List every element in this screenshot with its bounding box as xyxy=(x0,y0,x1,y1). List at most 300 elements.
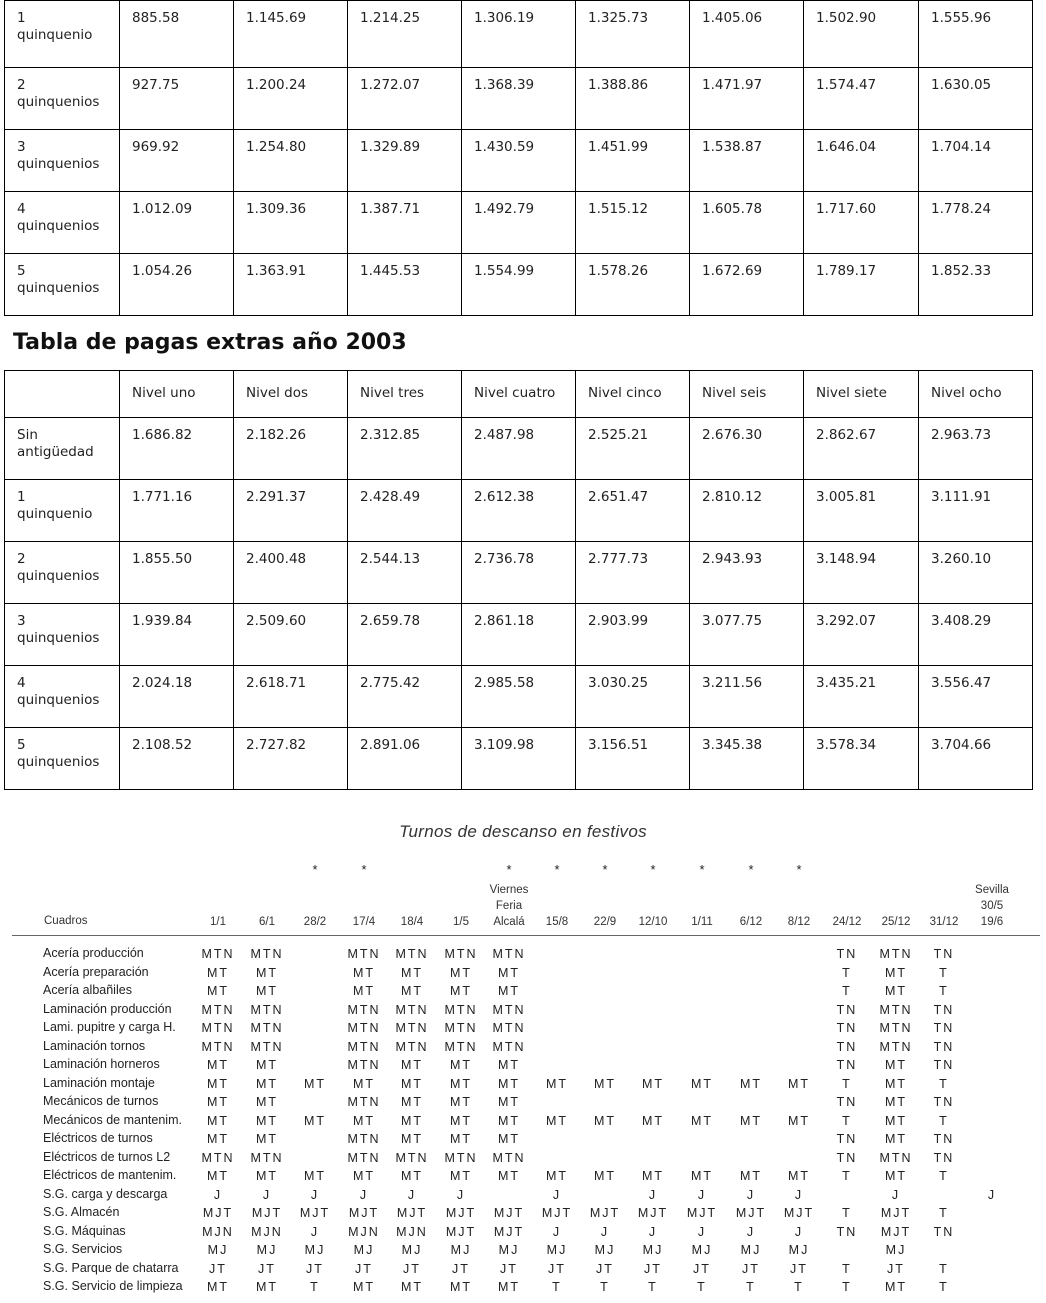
shift-cell: MTN xyxy=(347,1021,381,1035)
table-cell: 1.852.33 xyxy=(919,254,1033,316)
shift-cell: J xyxy=(213,1187,223,1202)
shift-cell: TN xyxy=(836,1224,858,1239)
table-cell: 2.963.73 xyxy=(919,418,1033,480)
shift-cell: MTN xyxy=(201,1002,235,1017)
shift-cell: MTN xyxy=(250,947,284,961)
date-column-header: 1/5 xyxy=(453,916,469,928)
table-cell: 1.939.84 xyxy=(120,604,234,666)
shift-cell: TN xyxy=(836,1132,858,1146)
date-column-header: Sevilla 30/5 19/6 xyxy=(975,884,1009,928)
shift-cell: MT xyxy=(497,1280,521,1294)
shift-cell: MT xyxy=(352,1076,376,1091)
shift-row-label: S.G. Almacén xyxy=(43,1205,120,1219)
shift-cell: T xyxy=(939,1113,949,1128)
shift-cell: MT xyxy=(690,1113,714,1128)
shift-cell: MT xyxy=(352,965,376,980)
table-cell: 3.345.38 xyxy=(690,728,804,790)
table-row xyxy=(5,192,1033,254)
shift-cell: T xyxy=(939,965,949,980)
shift-cell: MJ xyxy=(401,1243,423,1257)
table-cell: 3.111.91 xyxy=(919,480,1033,542)
shift-cell: MJ xyxy=(304,1243,326,1257)
shift-cell: J xyxy=(746,1224,756,1239)
shift-row-label: Eléctricos de turnos xyxy=(43,1131,153,1145)
shift-cell: MJT xyxy=(445,1206,477,1220)
table-cell: 885.58 xyxy=(120,1,234,68)
shift-row-label: S.G. Parque de chatarra xyxy=(43,1260,179,1275)
shift-cell: JT xyxy=(209,1261,227,1276)
shift-cell: MTN xyxy=(347,1095,381,1109)
table-cell: 1.272.07 xyxy=(348,68,462,130)
shift-cell: MT xyxy=(497,1113,521,1128)
column-header: Nivel tres xyxy=(348,371,462,418)
shift-cell: J xyxy=(746,1187,756,1202)
table-cell: 1.605.78 xyxy=(690,192,804,254)
shift-cell: MT xyxy=(206,1280,230,1294)
shift-cell: MT xyxy=(303,1113,327,1128)
shift-cell: TN xyxy=(836,1039,858,1054)
shift-cell: TN xyxy=(836,1095,858,1109)
shift-cell: MTN xyxy=(347,1058,381,1072)
table-cell: 1.778.24 xyxy=(919,192,1033,254)
shift-cell: MJT xyxy=(880,1206,912,1220)
table-cell: 1.515.12 xyxy=(576,192,690,254)
shift-cell: JT xyxy=(887,1261,905,1276)
shift-cell: MTN xyxy=(395,1002,429,1017)
shift-cell: T xyxy=(939,1169,949,1183)
shift-cell: MTN xyxy=(492,947,526,961)
shift-cell: MT xyxy=(449,984,473,998)
shift-cell: JT xyxy=(500,1261,518,1276)
shift-cell: J xyxy=(552,1187,562,1202)
shift-cell: MT xyxy=(400,965,424,980)
date-column-header: 1/1 xyxy=(210,916,226,928)
shift-cell: MT xyxy=(352,1280,376,1294)
shift-cell: MTN xyxy=(879,1021,913,1035)
table-cell: 2.544.13 xyxy=(348,542,462,604)
shift-cell: MT xyxy=(206,1113,230,1128)
shift-cell: J xyxy=(310,1187,320,1202)
shift-cell: MTN xyxy=(347,1039,381,1054)
table-row xyxy=(5,1,1033,68)
shift-cell: TN xyxy=(836,1021,858,1035)
holiday-star-marker: * xyxy=(554,862,560,877)
shift-cell: MT xyxy=(690,1076,714,1091)
shift-cell: MT xyxy=(497,1132,521,1146)
shift-schedule-title: Turnos de descanso en festivos xyxy=(399,822,647,841)
table-cell: 1.254.80 xyxy=(234,130,348,192)
shift-cell: MJT xyxy=(493,1224,525,1239)
shift-cell: MT xyxy=(400,1169,424,1183)
shift-cell: MT xyxy=(884,1095,908,1109)
table-cell: 3.109.98 xyxy=(462,728,576,790)
table-cell: 3.148.94 xyxy=(804,542,919,604)
shift-cell: MT xyxy=(449,1169,473,1183)
table-row xyxy=(5,728,1033,790)
table-cell: 2.985.58 xyxy=(462,666,576,728)
row-label: 4 quinquenios xyxy=(5,192,120,254)
shift-cell: J xyxy=(648,1187,658,1202)
shift-cell: TN xyxy=(933,1039,955,1054)
shift-row-label: Laminación montaje xyxy=(43,1075,155,1090)
shift-cell: MT xyxy=(739,1169,763,1183)
shift-cell: T xyxy=(842,1206,852,1220)
extras-table-title: Tabla de pagas extras año 2003 xyxy=(13,330,407,355)
shift-cell: T xyxy=(939,1206,949,1220)
shift-cell: J xyxy=(456,1187,466,1202)
table-cell: 1.574.47 xyxy=(804,68,919,130)
table-cell: 1.578.26 xyxy=(576,254,690,316)
shift-cell: MT xyxy=(641,1113,665,1128)
table-cell: 3.211.56 xyxy=(690,666,804,728)
column-header: Nivel cuatro xyxy=(462,371,576,418)
shift-cell: MJ xyxy=(353,1243,375,1257)
table-cell: 927.75 xyxy=(120,68,234,130)
shift-cell: TN xyxy=(836,947,858,961)
table-cell: 1.789.17 xyxy=(804,254,919,316)
shift-cell: MJT xyxy=(396,1206,428,1220)
shift-cell: MTN xyxy=(201,1039,235,1054)
shift-cell: MT xyxy=(787,1076,811,1091)
shift-cell: MT xyxy=(255,1132,279,1146)
shift-cell: MT xyxy=(497,1169,521,1183)
shift-cell: MTN xyxy=(444,1021,478,1035)
shift-cell: T xyxy=(842,1280,852,1294)
table-cell: 2.509.60 xyxy=(234,604,348,666)
shift-cell: J xyxy=(407,1187,417,1202)
shift-cell: T xyxy=(939,1076,949,1091)
shift-cell: MT xyxy=(497,1058,521,1072)
shift-cell: MT xyxy=(739,1113,763,1128)
shift-cell: MT xyxy=(400,1113,424,1128)
table-cell: 2.400.48 xyxy=(234,542,348,604)
shift-row-label: Mecánicos de mantenim. xyxy=(43,1112,182,1127)
shift-cell: MT xyxy=(400,1132,424,1146)
table-cell: 1.855.50 xyxy=(120,542,234,604)
table-cell: 1.145.69 xyxy=(234,1,348,68)
shift-row-label: Lami. pupitre y carga H. xyxy=(43,1020,176,1034)
holiday-star-marker: * xyxy=(312,862,318,877)
row-label: 2 quinquenios xyxy=(5,68,120,130)
shift-cell: MT xyxy=(449,1095,473,1109)
row-label: 5 quinquenios xyxy=(5,728,120,790)
table-cell: 2.659.78 xyxy=(348,604,462,666)
shift-cell: MT xyxy=(884,1169,908,1183)
column-header: Nivel cinco xyxy=(576,371,690,418)
table-cell: 1.388.86 xyxy=(576,68,690,130)
shift-cell: MJ xyxy=(740,1243,762,1257)
shift-cell: T xyxy=(842,965,852,980)
shift-cell: MJN xyxy=(251,1224,283,1239)
table-cell: 1.012.09 xyxy=(120,192,234,254)
shift-cell: MJN xyxy=(202,1224,234,1239)
shift-cell: MT xyxy=(449,1132,473,1146)
table-cell: 3.156.51 xyxy=(576,728,690,790)
shift-cell: MTN xyxy=(444,1150,478,1165)
shift-cell: MT xyxy=(593,1076,617,1091)
shift-cell: MTN xyxy=(879,1150,913,1165)
shift-cell: J xyxy=(262,1187,272,1202)
table-row xyxy=(5,254,1033,316)
table-cell: 3.556.47 xyxy=(919,666,1033,728)
table-cell: 1.368.39 xyxy=(462,68,576,130)
shift-row-label: Eléctricos de mantenim. xyxy=(43,1168,177,1182)
table-row xyxy=(5,130,1033,192)
shift-row-label: S.G. carga y descarga xyxy=(43,1186,168,1201)
date-column-header: 31/12 xyxy=(929,916,959,928)
shift-cell: T xyxy=(939,1280,949,1294)
table-cell: 1.686.82 xyxy=(120,418,234,480)
shift-cell: MT xyxy=(690,1169,714,1183)
date-column-header: 22/9 xyxy=(593,916,617,928)
shift-cell: J xyxy=(648,1224,658,1239)
table-cell: 1.502.90 xyxy=(804,1,919,68)
holiday-star-marker: * xyxy=(796,862,802,877)
column-header: Nivel uno xyxy=(120,371,234,418)
header-rule xyxy=(12,935,1040,936)
shift-cell: MT xyxy=(593,1169,617,1183)
column-header xyxy=(5,371,120,418)
shift-cell: MJT xyxy=(637,1206,669,1220)
column-header: Nivel seis xyxy=(690,371,804,418)
table-cell: 2.182.26 xyxy=(234,418,348,480)
shift-cell: MT xyxy=(400,984,424,998)
table-cell: 2.775.42 xyxy=(348,666,462,728)
table-cell: 1.387.71 xyxy=(348,192,462,254)
table-cell: 3.292.07 xyxy=(804,604,919,666)
shift-cell: MT xyxy=(400,1058,424,1072)
shift-cell: MJ xyxy=(450,1243,472,1257)
shift-cell: JT xyxy=(596,1261,614,1276)
date-column-header: 15/8 xyxy=(545,916,569,928)
shift-cell: MT xyxy=(206,984,230,998)
shift-row-label: S.G. Servicios xyxy=(43,1242,123,1256)
shift-cell: MTN xyxy=(879,947,913,961)
table-cell: 2.727.82 xyxy=(234,728,348,790)
shift-cell: MTN xyxy=(395,1021,429,1035)
shift-row-label: Eléctricos de turnos L2 xyxy=(43,1149,171,1164)
shift-cell: MTN xyxy=(444,1002,478,1017)
shift-cell: MTN xyxy=(347,1150,381,1165)
shift-cell: JT xyxy=(693,1261,711,1276)
shift-cell: MTN xyxy=(250,1021,284,1035)
shift-cell: MJT xyxy=(493,1206,525,1220)
table-cell: 1.325.73 xyxy=(576,1,690,68)
table-cell: 1.717.60 xyxy=(804,192,919,254)
shift-cell: MJ xyxy=(546,1243,568,1257)
table-row xyxy=(5,666,1033,728)
table-cell: 1.646.04 xyxy=(804,130,919,192)
shift-cell: JT xyxy=(548,1261,566,1276)
shift-cell: T xyxy=(648,1280,658,1294)
shift-cell: MT xyxy=(206,1058,230,1072)
shift-cell: MT xyxy=(206,965,230,980)
shift-cell: MT xyxy=(255,1169,279,1183)
table-cell: 2.736.78 xyxy=(462,542,576,604)
shift-cell: MT xyxy=(545,1169,569,1183)
holiday-star-marker: * xyxy=(506,862,512,877)
shift-cell: MJ xyxy=(885,1243,907,1257)
table-cell: 1.214.25 xyxy=(348,1,462,68)
date-column-header: 8/12 xyxy=(787,916,811,928)
shift-cell: T xyxy=(842,1076,852,1091)
shift-cell: J xyxy=(891,1187,901,1202)
shift-cell: MTN xyxy=(492,1039,526,1054)
shift-cell: MTN xyxy=(250,1150,284,1165)
shift-cell: MT xyxy=(545,1113,569,1128)
shift-cell: MT xyxy=(206,1095,230,1109)
shift-cell: MT xyxy=(206,1169,230,1183)
shift-cell: J xyxy=(987,1187,997,1202)
shift-cell: MTN xyxy=(444,947,478,961)
table-cell: 2.943.93 xyxy=(690,542,804,604)
date-column-header: 17/4 xyxy=(352,916,376,928)
shift-cell: MT xyxy=(352,1169,376,1183)
table-row xyxy=(5,480,1033,542)
table-cell: 3.260.10 xyxy=(919,542,1033,604)
shift-cell: MT xyxy=(884,1113,908,1128)
table-cell: 2.612.38 xyxy=(462,480,576,542)
shift-cell: T xyxy=(842,1261,852,1276)
table-cell: 1.445.53 xyxy=(348,254,462,316)
shift-cell: MT xyxy=(884,1058,908,1072)
date-column-header: 12/10 xyxy=(638,916,668,928)
table-cell: 2.291.37 xyxy=(234,480,348,542)
shift-cell: JT xyxy=(258,1261,276,1276)
holiday-star-marker: * xyxy=(361,862,367,877)
shift-cell: J xyxy=(697,1224,707,1239)
table-cell: 1.329.89 xyxy=(348,130,462,192)
shift-cell: JT xyxy=(306,1261,324,1276)
table-cell: 2.428.49 xyxy=(348,480,462,542)
shift-cell: MJT xyxy=(880,1224,912,1239)
shift-cell: T xyxy=(746,1280,756,1294)
table-cell: 1.363.91 xyxy=(234,254,348,316)
shift-cell: MT xyxy=(449,1058,473,1072)
shift-cell: T xyxy=(842,1113,852,1128)
shift-cell: J xyxy=(697,1187,707,1202)
table-row xyxy=(5,68,1033,130)
shift-cell: TN xyxy=(836,1150,858,1165)
shift-cell: MJ xyxy=(642,1243,664,1257)
table-cell: 3.005.81 xyxy=(804,480,919,542)
shift-cell: MT xyxy=(255,1076,279,1091)
shift-cell: MT xyxy=(497,1076,521,1091)
shift-cell: MT xyxy=(739,1076,763,1091)
cuadros-header: Cuadros xyxy=(44,915,88,927)
shift-cell: MTN xyxy=(250,1002,284,1017)
shift-cell: MT xyxy=(255,965,279,980)
shift-cell: MT xyxy=(255,1058,279,1072)
shift-cell: MT xyxy=(641,1076,665,1091)
table-cell: 1.554.99 xyxy=(462,254,576,316)
shift-cell: MTN xyxy=(492,1021,526,1035)
shift-cell: MTN xyxy=(492,1150,526,1165)
table-cell: 3.408.29 xyxy=(919,604,1033,666)
table-cell: 1.630.05 xyxy=(919,68,1033,130)
shift-cell: MT xyxy=(884,965,908,980)
date-column-header: 6/1 xyxy=(259,916,275,928)
shift-cell: T xyxy=(697,1280,707,1294)
table-cell: 1.451.99 xyxy=(576,130,690,192)
table-header-row xyxy=(5,371,1033,418)
shift-cell: T xyxy=(939,984,949,998)
shift-cell: MT xyxy=(449,1280,473,1294)
table-cell: 3.435.21 xyxy=(804,666,919,728)
shift-cell: J xyxy=(359,1187,369,1202)
table-cell: 1.309.36 xyxy=(234,192,348,254)
shift-cell: TN xyxy=(933,1021,955,1035)
date-column-header: 25/12 xyxy=(881,916,911,928)
table-cell: 2.108.52 xyxy=(120,728,234,790)
table-cell: 2.903.99 xyxy=(576,604,690,666)
table-cell: 2.312.85 xyxy=(348,418,462,480)
shift-row-label: S.G. Máquinas xyxy=(43,1223,126,1238)
shift-cell: MJ xyxy=(788,1243,810,1257)
shift-cell: MJT xyxy=(735,1206,767,1220)
shift-cell: MTN xyxy=(250,1039,284,1054)
table-cell: 2.618.71 xyxy=(234,666,348,728)
shift-cell: JT xyxy=(742,1261,760,1276)
shift-cell: MTN xyxy=(395,947,429,961)
shift-cell: MT xyxy=(787,1169,811,1183)
shift-cell: JT xyxy=(355,1261,373,1276)
shift-cell: MJT xyxy=(445,1224,477,1239)
shift-row-label: S.G. Servicio de limpieza xyxy=(43,1279,183,1293)
table-cell: 2.810.12 xyxy=(690,480,804,542)
table-cell: 1.471.97 xyxy=(690,68,804,130)
holiday-star-marker: * xyxy=(699,862,705,877)
shift-row-label: Acería albañiles xyxy=(43,983,132,997)
shift-cell: MT xyxy=(303,1076,327,1091)
table-cell: 1.771.16 xyxy=(120,480,234,542)
shift-cell: MT xyxy=(255,1113,279,1128)
date-column-header: Viernes Feria Alcalá xyxy=(489,884,529,928)
date-column-header: 1/11 xyxy=(691,916,713,928)
date-column-header: 6/12 xyxy=(739,916,763,928)
shift-row-label: Laminación horneros xyxy=(43,1057,160,1071)
shift-cell: MT xyxy=(206,1076,230,1091)
table-cell: 2.676.30 xyxy=(690,418,804,480)
row-label: 3 quinquenios xyxy=(5,604,120,666)
shift-cell: MT xyxy=(303,1169,327,1183)
shift-cell: MTN xyxy=(347,947,381,961)
shift-cell: T xyxy=(600,1280,610,1294)
shift-cell: MT xyxy=(255,1280,279,1294)
shift-cell: J xyxy=(794,1224,804,1239)
shift-cell: J xyxy=(600,1224,610,1239)
shift-cell: MJN xyxy=(348,1224,380,1239)
shift-cell: MT xyxy=(497,1095,521,1109)
shift-schedule xyxy=(0,800,1046,1303)
shift-cell: T xyxy=(842,1169,852,1183)
shift-cell: J xyxy=(794,1187,804,1202)
salary-table-top xyxy=(4,0,1033,316)
shift-cell: T xyxy=(552,1280,562,1294)
table-cell: 2.024.18 xyxy=(120,666,234,728)
shift-cell: MJT xyxy=(202,1206,234,1220)
date-column-header: 28/2 xyxy=(303,916,327,928)
table-cell: 1.430.59 xyxy=(462,130,576,192)
shift-cell: JT xyxy=(790,1261,808,1276)
shift-cell: T xyxy=(939,1261,949,1276)
shift-cell: MT xyxy=(545,1076,569,1091)
shift-cell: MTN xyxy=(879,1002,913,1017)
shift-row-label: Laminación producción xyxy=(43,1001,172,1016)
table-cell: 2.651.47 xyxy=(576,480,690,542)
shift-cell: MJT xyxy=(251,1206,283,1220)
shift-cell: TN xyxy=(836,1002,858,1017)
